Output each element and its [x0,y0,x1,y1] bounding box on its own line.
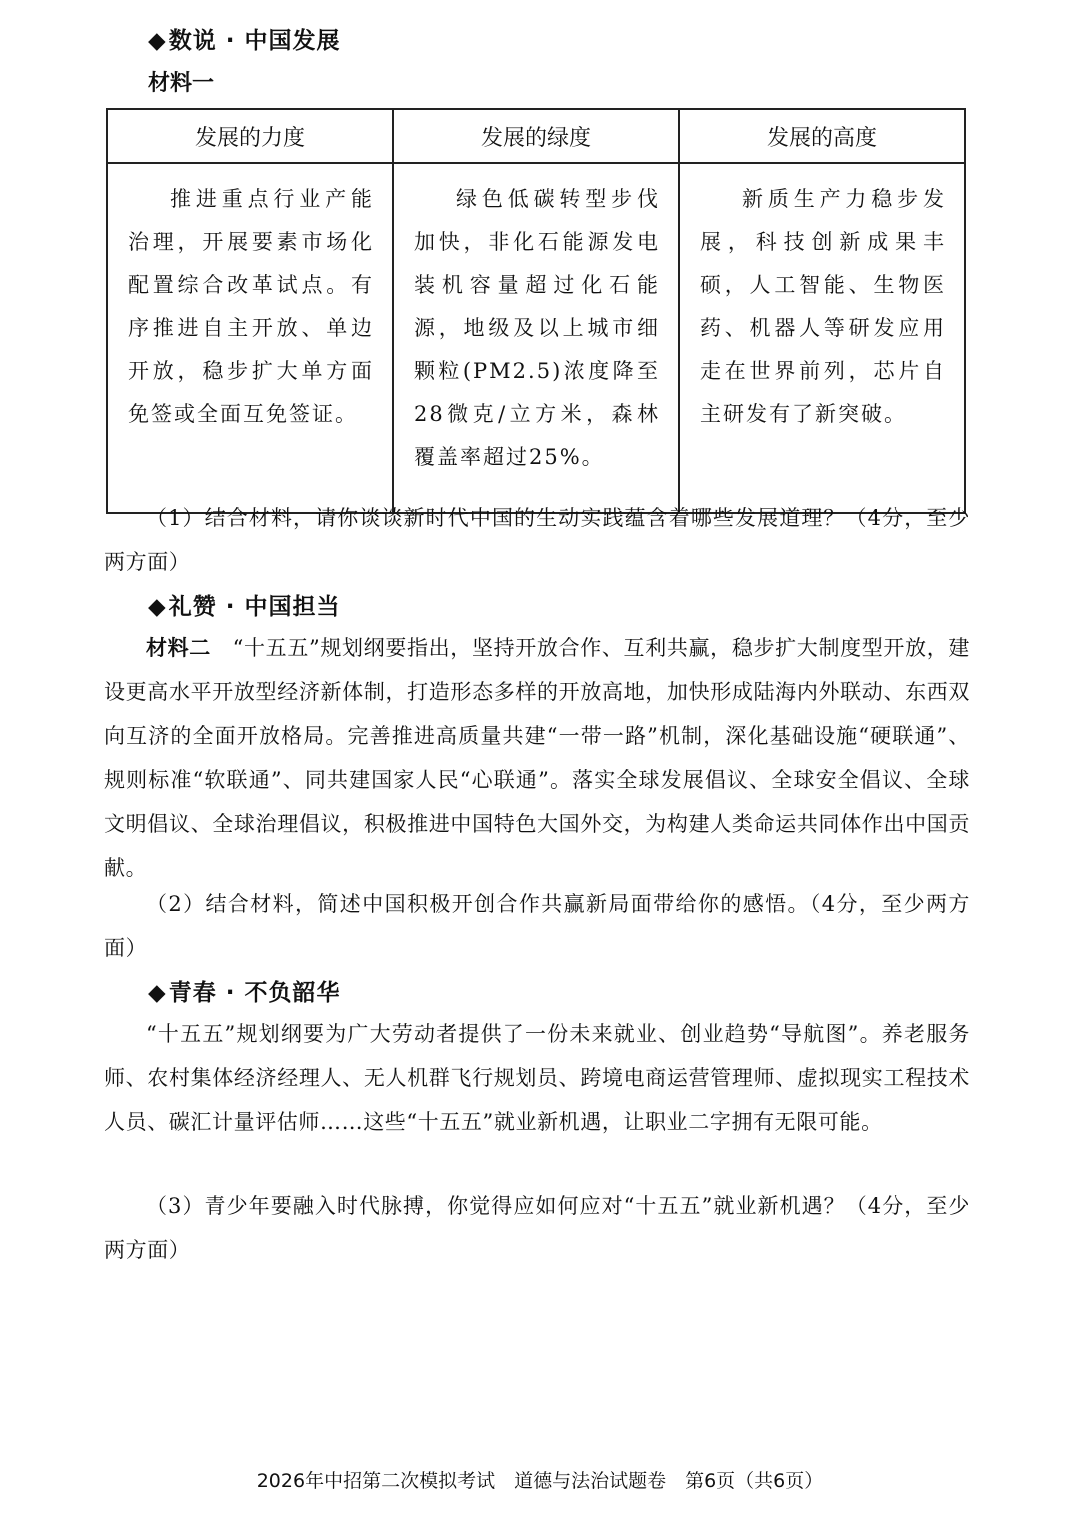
table-header: 发展的高度 [679,109,965,163]
table-cell-text: 绿色低碳转型步伐加快，非化石能源发电装机容量超过化石能源，地级及以上城市细颗粒(PM2.5)浓度降至28微克/立方米，森林覆盖率超过25%。 [414,187,660,469]
table-cell-text: 推进重点行业产能治理，开展要素市场化配置综合改革试点。有序推进自主开放、单边开放，稳步扩大单方面免签或全面互免签证。 [128,187,374,426]
question-2: （2）结合材料，简述中国积极开创合作共赢新局面带给你的感悟。（4分，至少两方面） [104,892,970,960]
section1-heading-text: 数说 · 中国发展 [168,28,341,54]
table-cell [679,163,965,513]
section2-heading-text: 礼赞 · 中国担当 [168,594,341,620]
section1-heading [148,22,340,55]
section3-heading [148,974,340,1007]
question-3: （3）青少年要融入时代脉搏，你觉得应如何应对“十五五”就业新机遇？（4分，至少两方面） [104,1194,970,1262]
table-cell-text: 新质生产力稳步发展，科技创新成果丰硕，人工智能、生物医药、机器人等研发应用走在世界前列，芯片自主研发有了新突破。 [700,187,946,426]
section3-heading-text: 青春 · 不负韶华 [168,980,341,1006]
material-two-paragraph [104,626,970,890]
diamond-icon: ◆ [148,594,167,620]
material-three-paragraph: “十五五”规划纲要为广大劳动者提供了一份未来就业、创业趋势“导航图”。养老服务师、农村集体经济经理人、无人机群飞行规划员、跨境电商运营管理师、虚拟现实工程技术人员、碳汇计量评估师……这些“十五五”就业新机遇，让职业二字拥有无限可能。 [104,1022,970,1134]
question-1: （1）结合材料，请你谈谈新时代中国的生动实践蕴含着哪些发展道理？（4分，至少两方面） [104,506,970,574]
material-two-label: 材料二 [146,636,211,660]
development-table [106,108,966,514]
table-row [107,163,965,513]
diamond-icon: ◆ [148,980,167,1006]
table-header: 发展的力度 [107,109,393,163]
page-footer: 2026年中招第二次模拟考试 道德与法治试题卷 第6页（共6页） [256,1470,824,1492]
diamond-icon: ◆ [148,28,167,54]
table-cell [393,163,679,513]
table-header-row [107,109,965,163]
table-header: 发展的绿度 [393,109,679,163]
table-cell [107,163,393,513]
material-one-label: 材料一 [148,71,215,96]
section2-heading [148,588,340,621]
material-two-text: “十五五”规划纲要指出，坚持开放合作、互利共赢，稳步扩大制度型开放，建设更高水平开放型经济新体制，打造形态多样的开放高地，加快形成陆海内外联动、东西双向互济的全面开放格局。完善推进高质量共建“一带一路”机制，深化基础设施“硬联通”、规则标准“软联通”、同共建国家人民“心联通”。落实全球发展倡议、全球安全倡议、全球文明倡议、全球治理倡议，积极推进中国特色大国外交，为构建人类命运共同体作出中国贡献。 [104,636,970,880]
